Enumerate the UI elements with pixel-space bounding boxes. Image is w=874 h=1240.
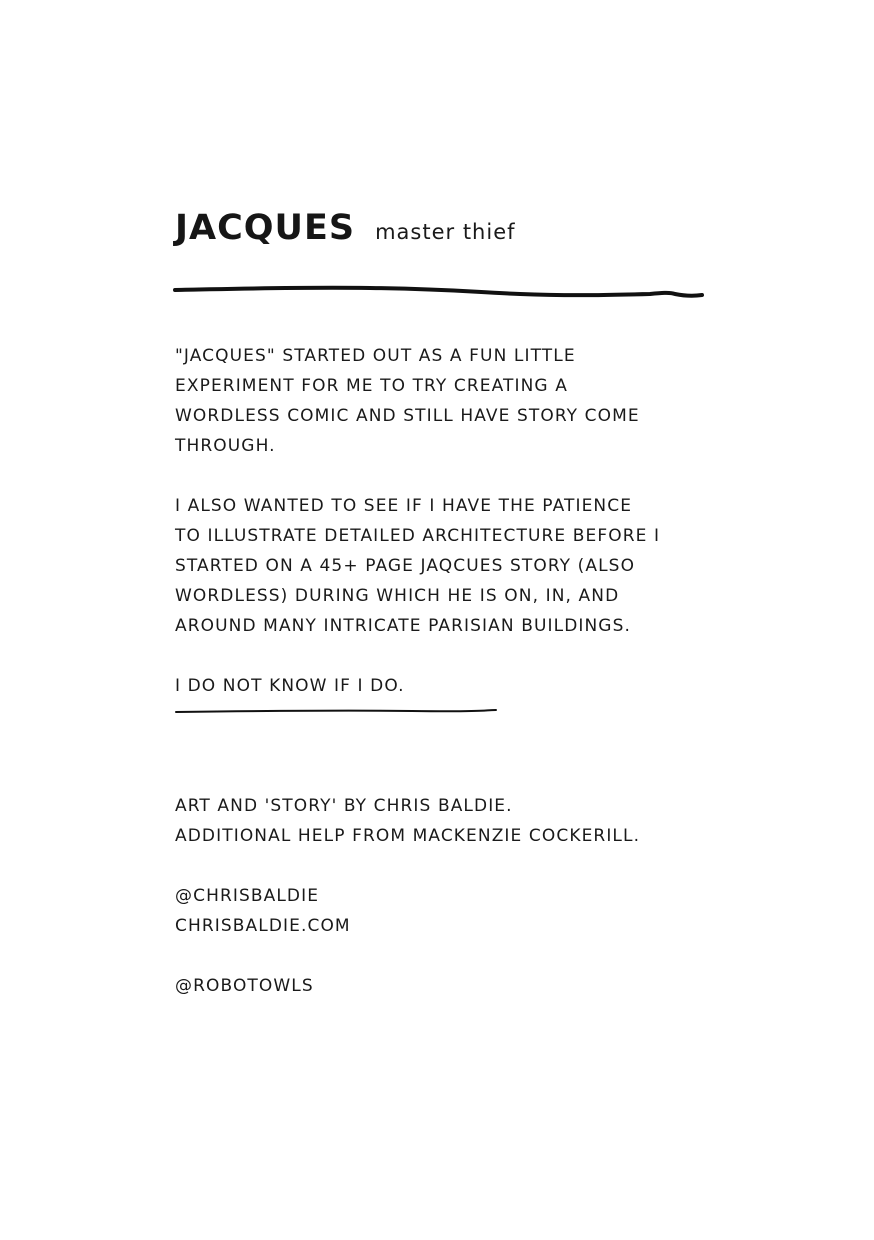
website-text: CHRISBALDIE.COM	[175, 916, 351, 936]
text-line: TO ILLUSTRATE DETAILED ARCHITECTURE BEFORE I	[175, 526, 661, 546]
text-line: EXPERIMENT FOR ME TO TRY CREATING A	[175, 376, 568, 396]
title-row	[175, 208, 516, 248]
contact-block	[175, 881, 351, 941]
title-divider	[170, 280, 710, 304]
text-line: AROUND MANY INTRICATE PARISIAN BUILDINGS.	[175, 616, 631, 636]
closing-underline	[172, 704, 502, 718]
text-line: I DO NOT KNOW IF I DO.	[175, 676, 405, 696]
page-title: JACQUES	[175, 208, 356, 248]
text-line: I ALSO WANTED TO SEE IF I HAVE THE PATIENCE	[175, 496, 633, 516]
text-line: WORDLESS COMIC AND STILL HAVE STORY COME	[175, 406, 640, 426]
credit-line: ADDITIONAL HELP FROM MACKENZIE COCKERILL.	[175, 826, 641, 846]
text-line: STARTED ON A 45+ PAGE JAQCUES STORY (ALSO	[175, 556, 636, 576]
studio-block	[175, 971, 314, 1001]
text-line: WORDLESS) DURING WHICH HE IS ON, IN, AND	[175, 586, 620, 606]
social-handle: @CHRISBALDIE	[175, 886, 320, 906]
studio-handle: @ROBOTOWLS	[175, 976, 314, 996]
intro-paragraph-1	[175, 341, 640, 461]
text-line: THROUGH.	[175, 436, 276, 456]
credits-block	[175, 791, 640, 851]
page-subtitle: master thief	[375, 220, 516, 244]
intro-paragraph-2	[175, 491, 660, 641]
closing-line	[175, 671, 405, 701]
text-line: "JACQUES" STARTED OUT AS A FUN LITTLE	[175, 346, 576, 366]
credit-line: ART AND 'STORY' BY CHRIS BALDIE.	[175, 796, 513, 816]
